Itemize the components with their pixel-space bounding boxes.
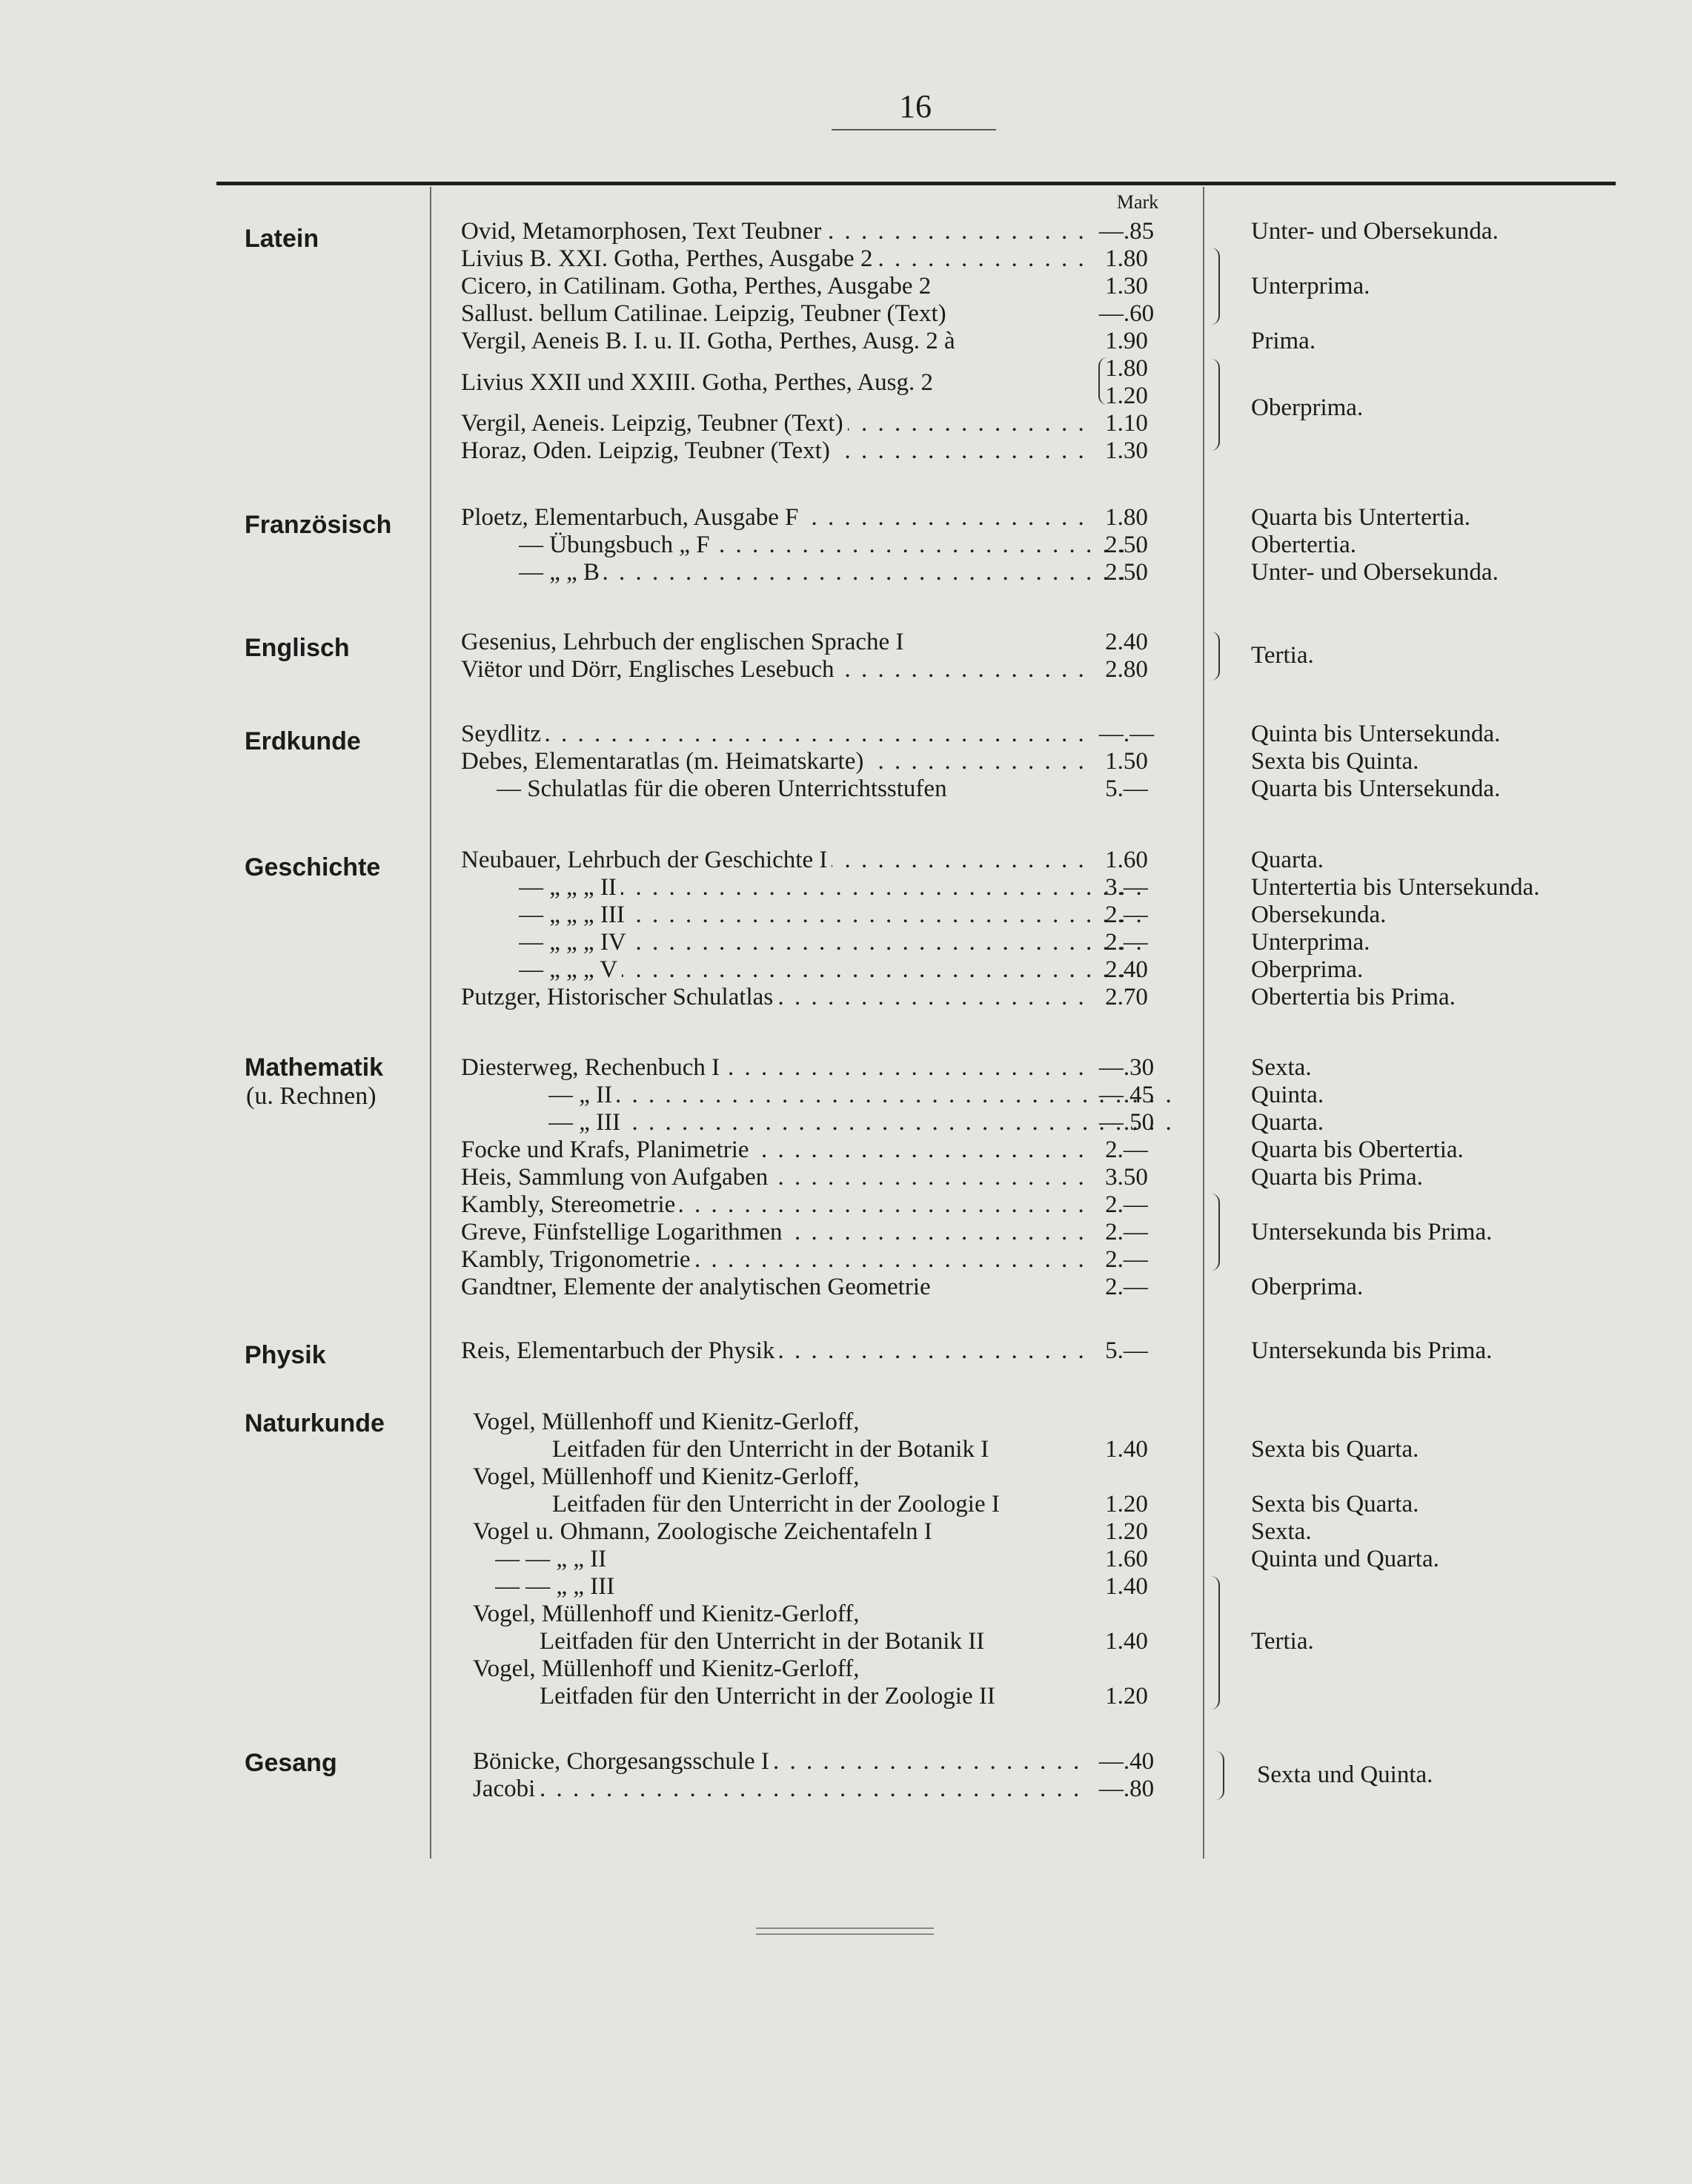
subject-label: Gesang <box>245 1749 337 1777</box>
grade-brace <box>1211 632 1220 681</box>
book-entry: Bönicke, Chorgesangsschule I . . . <box>473 1748 1084 1776</box>
book-entry: — „ III . . . <box>548 1109 1171 1136</box>
book-entry: Seydlitz . . . <box>461 721 1084 748</box>
book-entry: Vogel, Müllenhoff und Kienitz-Gerloff, <box>473 1463 1095 1491</box>
book-entry: Sallust. bellum Catilinae. Leipzig, Teubner (Text) <box>461 300 1084 328</box>
grade-level: Quarta bis Obertertia. <box>1251 1136 1464 1163</box>
book-price: 5.— <box>1105 1337 1148 1364</box>
book-price: 2.80 <box>1105 656 1148 683</box>
grade-brace <box>1211 1576 1220 1710</box>
subject-label: Naturkunde <box>245 1409 385 1437</box>
grade-level: Quinta bis Untersekunda. <box>1251 721 1501 747</box>
price-column-header: Mark <box>1116 191 1159 213</box>
book-entry: Livius XXII und XXIII. Gotha, Perthes, Ausg. 2 <box>461 369 1084 397</box>
book-entry: Horaz, Oden. Leipzig, Teubner (Text) . . . <box>461 437 1084 465</box>
book-entry: Gandtner, Elemente der analytischen Geometrie <box>461 1274 1084 1301</box>
book-entry: — „ „ B . . . <box>519 559 1141 586</box>
page-number: 16 <box>899 88 932 125</box>
book-price: 1.50 <box>1105 748 1148 775</box>
book-price: 1.40 <box>1105 1573 1148 1600</box>
book-price: 1.60 <box>1105 1546 1148 1572</box>
book-price: 2.50 <box>1105 559 1148 586</box>
book-price: 2.— <box>1105 1136 1148 1163</box>
book-price: 2.— <box>1105 1191 1148 1218</box>
bottom-rule <box>756 1927 934 1929</box>
book-price: 1.20 <box>1105 1683 1148 1710</box>
grade-level: Sexta und Quinta. <box>1257 1761 1433 1788</box>
book-price: —.40 <box>1098 1748 1155 1775</box>
grade-level: Sexta bis Quarta. <box>1251 1436 1419 1463</box>
book-entry: Kambly, Stereometrie . . . <box>461 1191 1084 1219</box>
grade-level: Sexta bis Quinta. <box>1251 748 1419 775</box>
book-entry: Focke und Krafs, Planimetrie . . . <box>461 1136 1084 1164</box>
book-entry: — — „ „ II <box>495 1546 1118 1573</box>
book-price: 2.50 <box>1105 532 1148 558</box>
grade-level: Quarta bis Untersekunda. <box>1251 775 1501 802</box>
column-divider-subject <box>430 187 431 1859</box>
book-price: —.— <box>1098 721 1155 747</box>
book-price: 2.— <box>1105 1246 1148 1273</box>
book-entry: — „ „ „ II . . . <box>519 874 1141 901</box>
book-entry: Vogel u. Ohmann, Zoologische Zeichentafeln I <box>473 1518 1095 1546</box>
book-entry: — — „ „ III <box>495 1573 1118 1601</box>
subject-label: Latein <box>245 225 319 253</box>
grade-level: Quinta. <box>1251 1082 1324 1108</box>
grade-level: Tertia. <box>1251 1628 1314 1655</box>
book-entry: Vogel, Müllenhoff und Kienitz-Gerloff, <box>473 1409 1095 1436</box>
book-entry: Jacobi . . . <box>473 1776 1084 1803</box>
grade-level: Quarta. <box>1251 847 1324 873</box>
book-price: 1.80 <box>1105 355 1148 382</box>
book-price: —.50 <box>1098 1109 1155 1136</box>
column-divider-price <box>1203 187 1204 1859</box>
grade-level: Quarta bis Untertertia. <box>1251 504 1470 531</box>
book-entry: — Übungsbuch „ F . . . <box>519 532 1141 559</box>
book-entry: Reis, Elementarbuch der Physik . . . <box>461 1337 1084 1365</box>
book-price: 3.50 <box>1105 1164 1148 1191</box>
grade-level: Obersekunda. <box>1251 901 1387 928</box>
table-top-rule <box>216 182 1616 185</box>
grade-brace <box>1211 359 1220 451</box>
book-entry: Debes, Elementaratlas (m. Heimatskarte) . . . <box>461 748 1084 775</box>
grade-level: Untersekunda bis Prima. <box>1251 1337 1493 1364</box>
book-entry: Ovid, Metamorphosen, Text Teubner . . . <box>461 218 1084 245</box>
subject-label: Englisch <box>245 634 350 662</box>
subject-label: Mathematik <box>245 1053 384 1082</box>
book-price: 1.20 <box>1105 383 1148 409</box>
grade-brace <box>1211 248 1220 325</box>
subject-label: Geschichte <box>245 853 381 881</box>
book-price: 2.— <box>1105 929 1148 956</box>
book-entry: Cicero, in Catilinam. Gotha, Perthes, Ausgabe 2 <box>461 273 1084 300</box>
book-price: 1.30 <box>1105 437 1148 464</box>
book-entry: Heis, Sammlung von Aufgaben . . . <box>461 1164 1084 1191</box>
book-price: —.45 <box>1098 1082 1155 1108</box>
subject-label: Physik <box>245 1341 326 1369</box>
book-entry: Livius B. XXI. Gotha, Perthes, Ausgabe 2 . . . <box>461 245 1084 273</box>
book-entry: — „ „ „ III . . . <box>519 901 1141 929</box>
book-price: 1.20 <box>1105 1518 1148 1545</box>
grade-brace <box>1211 1194 1220 1271</box>
grade-level: Quarta bis Prima. <box>1251 1164 1423 1191</box>
page-number-rule <box>832 129 996 130</box>
book-entry: — „ „ „ V . . . <box>519 956 1141 984</box>
grade-level: Tertia. <box>1251 642 1314 669</box>
grade-level: Sexta bis Quarta. <box>1251 1491 1419 1518</box>
book-price: 1.20 <box>1105 1491 1148 1518</box>
book-price: 2.40 <box>1105 956 1148 983</box>
grade-level: Obertertia bis Prima. <box>1251 984 1456 1010</box>
book-entry: Vogel, Müllenhoff und Kienitz-Gerloff, <box>473 1655 1095 1683</box>
grade-level: Unter- und Obersekunda. <box>1251 218 1499 245</box>
book-entry: Diesterweg, Rechenbuch I . . . <box>461 1054 1084 1082</box>
book-price: 2.— <box>1105 1219 1148 1245</box>
subject-label: Erdkunde <box>245 727 361 755</box>
book-price: 1.10 <box>1105 410 1148 437</box>
book-entry: Vogel, Müllenhoff und Kienitz-Gerloff, <box>473 1601 1095 1628</box>
grade-level: Oberprima. <box>1251 956 1364 983</box>
book-entry: — Schulatlas für die oberen Unterrichtsstufen <box>497 775 1119 803</box>
book-entry: Leitfaden für den Unterricht in der Botanik I <box>552 1436 1175 1463</box>
grade-level: Unterprima. <box>1251 273 1370 300</box>
grade-level: Unterprima. <box>1251 929 1370 956</box>
grade-level: Obertertia. <box>1251 532 1357 558</box>
book-price: 2.70 <box>1105 984 1148 1010</box>
book-entry: Greve, Fünfstellige Logarithmen . . . <box>461 1219 1084 1246</box>
grade-level: Sexta. <box>1251 1054 1312 1081</box>
book-entry: Putzger, Historischer Schulatlas . . . <box>461 984 1084 1011</box>
book-entry: Ploetz, Elementarbuch, Ausgabe F . . . <box>461 504 1084 532</box>
book-price: 1.40 <box>1105 1436 1148 1463</box>
grade-level: Quinta und Quarta. <box>1251 1546 1439 1572</box>
grade-level: Prima. <box>1251 328 1316 354</box>
book-price: 2.40 <box>1105 629 1148 655</box>
subject-sublabel: (u. Rechnen) <box>246 1082 376 1110</box>
grade-level: Untersekunda bis Prima. <box>1251 1219 1493 1245</box>
book-entry: Vergil, Aeneis B. I. u. II. Gotha, Perthes, Ausg. 2 à <box>461 328 1084 355</box>
book-price: 1.60 <box>1105 847 1148 873</box>
book-price: 2.— <box>1105 901 1148 928</box>
book-price: 1.80 <box>1105 245 1148 272</box>
book-price: —.80 <box>1098 1776 1155 1802</box>
subject-label: Französisch <box>245 511 392 539</box>
book-price: 1.30 <box>1105 273 1148 300</box>
book-entry: Vergil, Aeneis. Leipzig, Teubner (Text) . . . <box>461 410 1084 437</box>
book-entry: Leitfaden für den Unterricht in der Zoologie I <box>552 1491 1175 1518</box>
book-price: —.85 <box>1098 218 1155 245</box>
grade-level: Untertertia bis Untersekunda. <box>1251 874 1540 901</box>
book-entry: Gesenius, Lehrbuch der englischen Sprache I <box>461 629 1084 656</box>
book-price: 5.— <box>1105 775 1148 802</box>
book-entry: Leitfaden für den Unterricht in der Zoologie II <box>540 1683 1162 1710</box>
grade-level: Sexta. <box>1251 1518 1312 1545</box>
book-entry: Neubauer, Lehrbuch der Geschichte I . . . <box>461 847 1084 874</box>
book-price: 1.80 <box>1105 504 1148 531</box>
book-price: 1.40 <box>1105 1628 1148 1655</box>
book-price: —.30 <box>1098 1054 1155 1081</box>
grade-brace <box>1215 1751 1224 1800</box>
book-entry: Kambly, Trigonometrie . . . <box>461 1246 1084 1274</box>
grade-level: Oberprima. <box>1251 1274 1364 1300</box>
bottom-rule <box>756 1933 934 1935</box>
book-entry: — „ „ „ IV . . . <box>519 929 1141 956</box>
grade-level: Unter- und Obersekunda. <box>1251 559 1499 586</box>
book-price: 3.— <box>1105 874 1148 901</box>
book-entry: Viëtor und Dörr, Englisches Lesebuch . . . <box>461 656 1084 684</box>
book-entry: Leitfaden für den Unterricht in der Botanik II <box>540 1628 1162 1655</box>
book-price: —.60 <box>1098 300 1155 327</box>
grade-level: Quarta. <box>1251 1109 1324 1136</box>
book-price: 1.90 <box>1105 328 1148 354</box>
book-price: 2.— <box>1105 1274 1148 1300</box>
grade-level: Oberprima. <box>1251 394 1364 421</box>
book-entry: — „ II . . . <box>548 1082 1171 1109</box>
